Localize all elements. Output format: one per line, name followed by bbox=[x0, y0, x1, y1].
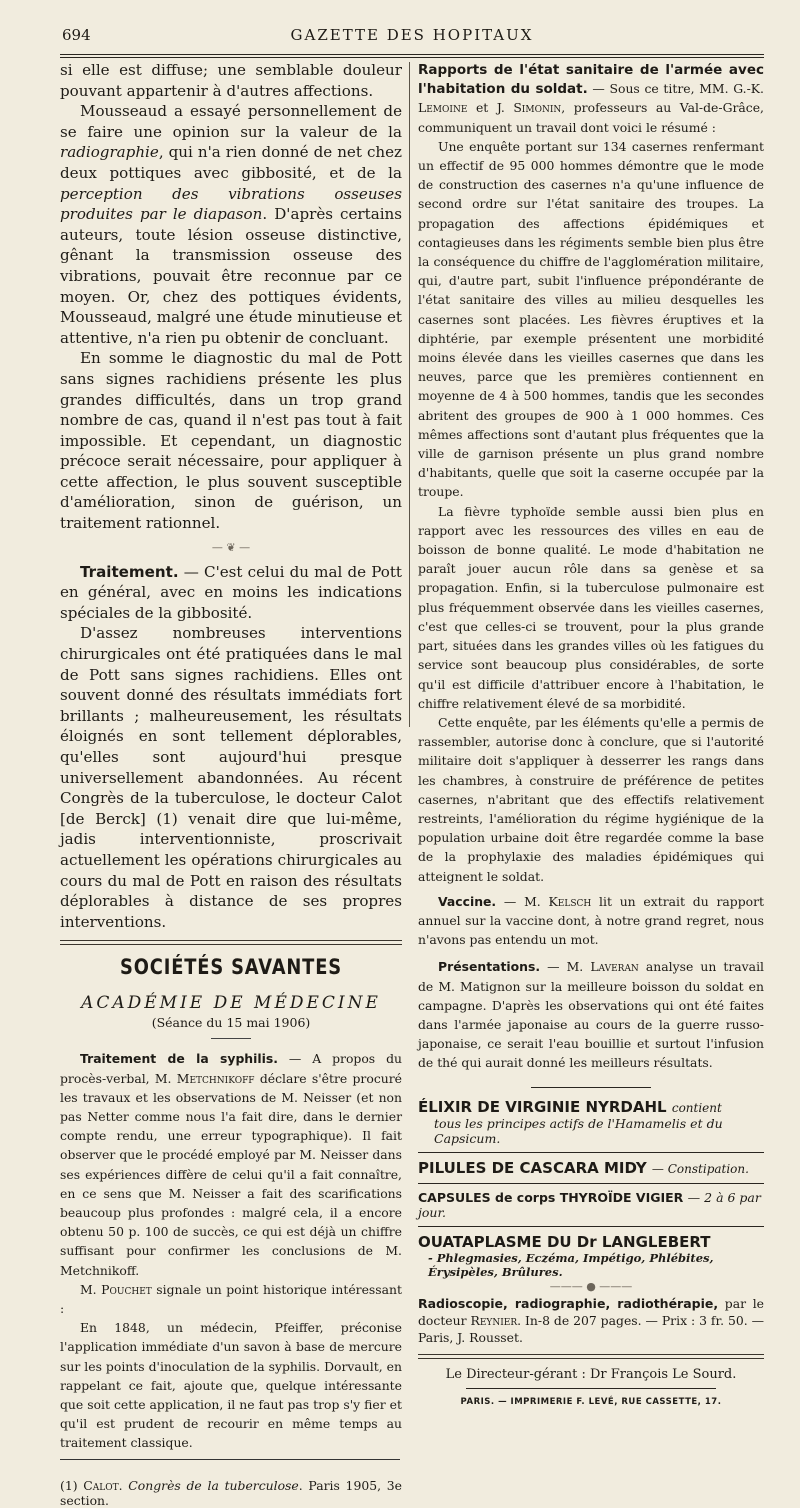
printer-line: PARIS. — IMPRIMERIE F. LEVÉ, RUE CASSETTE, 17. bbox=[460, 1396, 722, 1407]
short-rule bbox=[466, 1388, 716, 1389]
advertisement-pilules: PILULES DE CASCARA MIDY — Constipation. bbox=[418, 1158, 749, 1177]
section-lead: Traitement de la syphilis. bbox=[80, 1051, 278, 1067]
paragraph: Mousseaud a essayé personnellement de se faire une opinion sur la valeur de la radiographie, qui n'a rien donné de net chez deux pottiques avec gibbosité, et de la perception des vibrations osseuses produites par le diapason. D'après certains auteurs, toute lésion osseuse distinctive, gênant la transmission osseuse des vibrations, pouvait être reconnue par ce moyen. Or, chez des pottiques évidents, Mousseaud, malgré une étude minutieuse et attentive, n'a rien pu obtenir de concluant. bbox=[60, 102, 402, 347]
left-column bbox=[60, 60, 402, 1508]
advertisement-capsules: CAPSULES de corps THYROÏDE VIGIER — 2 à 6 par jour. bbox=[418, 1189, 761, 1220]
paragraph: Vaccine. — M. Kelsch lit un extrait du rapport annuel sur la vaccine dont, à notre grand regret, nous n'avons pas entendu un mot. bbox=[418, 893, 764, 948]
ornament-divider: ——— ● ——— bbox=[549, 1279, 633, 1293]
paragraph: Présentations. — M. Laveran analyse un travail de M. Matignon sur la meilleure boisson du soldat en campagne. D'après les observations qui ont été faites dans l'armée japonaise au cours de la guerre russo-japonaise, ce serait l'eau bouillie et surtout l'infusion de thé qui aurait donné les meilleurs résultats. bbox=[418, 959, 764, 1071]
short-rule bbox=[531, 1087, 651, 1088]
paragraph: Rapports de l'état sanitaire de l'armée avec l'habitation du soldat. — Sous ce titre, MM. G.-K. Lemoine et J. Simonin, professeurs au Val-de-Grâce, communiquent un travail dont voici le résumé : bbox=[418, 62, 764, 135]
paragraph: Cette enquête, par les éléments qu'elle a permis de rassembler, autorise donc à conclure, que si l'autorité militaire doit s'appliquer à desserrer les rangs dans les chambres, à construire de préférence de petites casernes, n'abritant que des effectifs relativement restreints, l'amélioration du régime hygiénique de la population urbaine doit être regardée comme la base de la prophylaxie des maladies épidémiques qui atteignent le soldat. bbox=[418, 714, 764, 884]
section-title: SOCIÉTÉS SAVANTES bbox=[120, 955, 342, 980]
page-number: 694 bbox=[62, 26, 91, 44]
header-rule-2 bbox=[60, 57, 764, 58]
ad-rule bbox=[418, 1152, 764, 1153]
paragraph: Traitement de la syphilis. — A propos du procès-verbal, M. Metchnikoff déclare s'être procuré les travaux et les observations de M. Neisser (et non pas Netter comme nous l'a fait dire, dans le dernier compte rendu, une erreur typographique). Il fait observer que le procédé employé par M. Neisser dans ses expériences diffère de celui qu'il a fait connaître, en ce sens que M. Neisser a fait des scarifications beaucoup plus profondes : malgré cela, il a encore obtenu 50 p. 100 de succès, ce qui est déjà un chiffre suffisant pour confirmer les conclusions de M. Metchnikoff. bbox=[60, 1051, 403, 1278]
paragraph: La fièvre typhoïde semble aussi bien plus en rapport avec les ressources des villes en eau de boisson de bonne qualité. Le mode d'habitation ne paraît jouer aucun rôle dans sa genèse et sa propagation. Enfin, si la tuberculose pulmonaire est plus fréquemment observée dans les vieilles casernes, c'est que celles-ci se trouvent, pour la plus grande part, situées dans les grandes villes où les fatigues du service sont beaucoup plus considérables, de sorte qu'il est difficile d'attribuer encore à l'habitation, le chiffre relativement élevé de sa morbidité. bbox=[418, 503, 764, 711]
header-rule bbox=[60, 54, 764, 55]
double-rule bbox=[60, 940, 402, 945]
advertisement-elixir: ÉLIXIR DE VIRGINIE NYRDAHL contient bbox=[418, 1097, 722, 1116]
double-rule bbox=[418, 1354, 764, 1359]
page-header bbox=[62, 26, 762, 48]
ad-rule bbox=[418, 1183, 764, 1184]
footnote: (1) Calot. Congrès de la tuberculose. Paris 1905, 3e section. bbox=[60, 1477, 402, 1508]
paragraph: D'assez nombreuses interventions chirurgicales ont été pratiquées dans le mal de Pott sans signes rachidiens. Elles ont souvent donné des résultats immédiats fort brillants ; malheureusement, les résultats éloignés en sont tellement déplorables, qu'elles sont aujourd'hui presque universellement abandonnées. Au récent Congrès de la tuberculose, le docteur Calot [de Berck] (1) venait dire que lui-même, jadis interventionniste, proscrivait actuellement les opérations chirurgicales au cours du mal de Pott en raison des résultats déplorables à distance de ses propres interventions. bbox=[60, 624, 402, 931]
paragraph: M. Pouchet signale un point historique intéressant : bbox=[60, 1281, 402, 1316]
column-separator bbox=[409, 62, 410, 727]
paragraph: En somme le diagnostic du mal de Pott sans signes rachidiens présente les plus grandes difficultés, dans un trop grand nombre de cas, quand il n'est pas tout à fait impossible. Et cependant, un diagnostic précoce serait nécessaire, pour appliquer à cette affection, le plus souvent susceptible d'amélioration, sinon de guérison, un traitement rationnel. bbox=[60, 349, 402, 533]
section-lead: Traitement. bbox=[80, 562, 179, 581]
section-lead: Présentations. bbox=[438, 959, 541, 975]
book-notice: Radioscopie, radiographie, radiothérapie, par le docteur Reynier. In-8 de 207 pages. — Prix : 3 fr. 50. — Paris, J. Rousset. bbox=[418, 1295, 764, 1345]
session-date: (Séance du 15 mai 1906) bbox=[151, 1015, 311, 1031]
ad-rule bbox=[418, 1226, 764, 1227]
journal-title: GAZETTE DES HOPITAUX bbox=[290, 26, 534, 44]
section-lead: Rapports de l'état sanitaire de l'armée avec l'habitation du soldat. bbox=[418, 62, 764, 98]
advertisement-ouataplasme-line: - Phlegmasies, Eczéma, Impétigo, Phlébites, Érysipèles, Brûlures. bbox=[428, 1250, 714, 1279]
right-column bbox=[418, 60, 764, 1407]
section-lead: Vaccine. bbox=[438, 893, 497, 909]
footnote-rule bbox=[60, 1459, 400, 1460]
advertisement-elixir-line: tous les principes actifs de l'Hamamelis et du Capsicum. bbox=[434, 1115, 723, 1146]
paragraph: si elle est diffuse; une semblable douleur pouvant appartenir à d'autres affections. bbox=[60, 61, 402, 100]
paragraph: En 1848, un médecin, Pfeiffer, préconise l'application immédiate d'un savon à base de mercure sur les points d'inoculation de la syphilis. Dorvault, en rappelant ce fait, ajoute que, quelque intéressante que soit cette application, il ne faut pas trop s'y fier et qu'il est prudent de recourir en même temps au traitement classique. bbox=[60, 1320, 402, 1451]
advertisement-ouataplasme: OUATAPLASME DU Dr LANGLEBERT bbox=[418, 1232, 711, 1251]
paragraph: Traitement. — C'est celui du mal de Pott en général, avec en moins les indications spéciales de la gibbosité. bbox=[60, 562, 402, 622]
short-rule bbox=[211, 1038, 251, 1039]
academy-heading: ACADÉMIE DE MÉDECINE bbox=[81, 993, 381, 1014]
director-line: Le Directeur-gérant : Dr François Le Sourd. bbox=[445, 1366, 737, 1382]
paragraph: Une enquête portant sur 134 casernes renfermant un effectif de 95 000 hommes démontre que le mode de construction des casernes n'a qu'une influence de second ordre sur l'état sanitaire des troupes. La propagation des affections épidémiques et contagieuses dans les régiments semble bien plus être la conséquence du chiffre de l'agglomération militaire, qui, d'autre part, subit l'influence prépondérante de l'état sanitaire des villes au milieu desquelles les casernes sont placées. Les fièvres éruptives et la diphtérie, par exemple présentent une morbidité moins élevée dans les vieilles casernes que dans les neuves, parce que les premières contiennent en moyenne de 4 à 500 hommes, tandis que les secondes abritent des groupes de 900 à 1 000 hommes. Ces mêmes affections sont d'autant plus fréquentes que la ville de garnison présente un plus grand nombre d'habitants, quelle que soit la caserne occupée par la troupe. bbox=[418, 138, 764, 500]
ornament-divider: — ❦ — bbox=[211, 540, 251, 554]
